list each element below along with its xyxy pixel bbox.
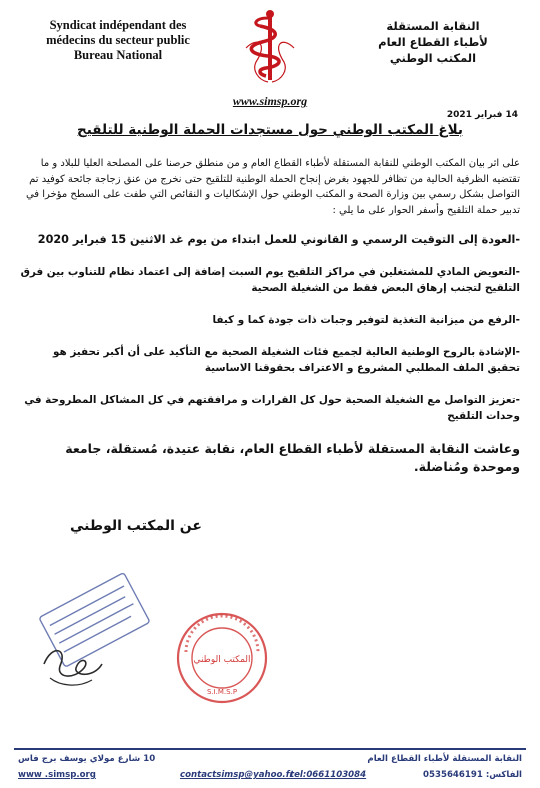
header-website-link[interactable]: www.simsp.org: [232, 94, 308, 108]
document-body: [20, 156, 520, 476]
circular-stamp-center-text: المكتب الوطني: [193, 655, 251, 665]
header-arabic-block: [348, 18, 518, 66]
list-item: -الإشادة بالروح الوطنية العالية لجميع فئات الشغيلة الصحية مع التأكيد على أن أكبر تحفيز هو تحقيق الملف المطلبي المشروع و الاعتراف بحقوقنا الاساسية: [53, 346, 520, 374]
rectangular-stamp-and-signature: [30, 568, 160, 698]
header-french-line-1: Syndicat indépendant des: [49, 18, 187, 32]
list-item: -تعزيز التواصل مع الشغيلة الصحية حول كل القرارات و مرافقتهم في كل المشاكل المطروحة في وحدات التلقيح: [24, 394, 520, 422]
circular-stamp: [172, 608, 272, 708]
footer-divider: [14, 748, 526, 750]
document-title: بلاغ المكتب الوطني حول مستجدات الحملة الوطنية للتلقيح: [77, 122, 463, 138]
footer-fax: الفاكس: 0535646191: [423, 770, 522, 780]
circular-stamp-bottom-text: S.I.M.S.P: [206, 688, 238, 696]
signature-label: عن المكتب الوطني: [70, 518, 202, 534]
document-date: 14 فبراير 2021: [446, 110, 518, 120]
caduceus-logo-icon: [238, 8, 302, 88]
list-item: -التعويض المادي للمشتغلين في مراكز التلقيح يوم السبت إضافة إلى اعتماد نظام للتناوب بين فرق التلقيح لتجنب إرهاق البعض فقط من الشغيلة الصحية: [20, 266, 520, 294]
list-item: -العودة إلى التوقيت الرسمي و القانوني للعمل ابتداء من يوم غد الاثنين 15 فبراير 2020: [37, 233, 520, 246]
header-arabic-line-1: النقابة المستقلة: [386, 19, 480, 33]
footer-website-link[interactable]: www .simsp.org: [18, 770, 96, 780]
header-french-line-2: médecins du secteur public: [46, 33, 190, 47]
header-arabic-line-2: لأطباء القطاع العام: [378, 35, 488, 49]
footer-phone[interactable]: tel:0661103084: [290, 770, 367, 780]
closing-statement: وعاشت النقابة المستقلة لأطباء القطاع العام، نقابة عتيدة، مُستقلة، جامعة وموحدة ومُناضلة.: [65, 441, 520, 474]
header-arabic-line-3: المكتب الوطني: [389, 51, 477, 65]
header-french-line-3: Bureau National: [73, 48, 163, 62]
header-french-block: [18, 18, 218, 63]
footer-email-link[interactable]: contactsimsp@yahoo.fr: [180, 770, 294, 780]
intro-paragraph: على اثر بيان المكتب الوطني للنقابة المستقلة لأطباء القطاع العام و من منطلق حرصنا على المصلحة العليا للبلاد و ما تقتضيه الظرفية الحالية من تظافر للجهود بغرض إنجاح الحملة الوطنية للتلقيح حتى نخرج من عنق زجاجة جائحة كوفيد تم التواصل بشكل رسمي بين وزارة الصحة و المكتب الوطني حول الإشكاليات و النقائص التي طفت على السطح مؤخرا في تدبير حملة التلقيح وأسفر الحوار على ما يلي :: [25, 158, 520, 216]
footer-address: 10 شارع مولاي يوسف برج فاس: [18, 754, 156, 764]
list-item: -الرفع من ميزانية التغذية لتوفير وجبات ذات جودة كما و كيفا: [212, 314, 520, 326]
footer-union-name: النقابة المستقلة لأطباء القطاع العام: [367, 754, 522, 764]
